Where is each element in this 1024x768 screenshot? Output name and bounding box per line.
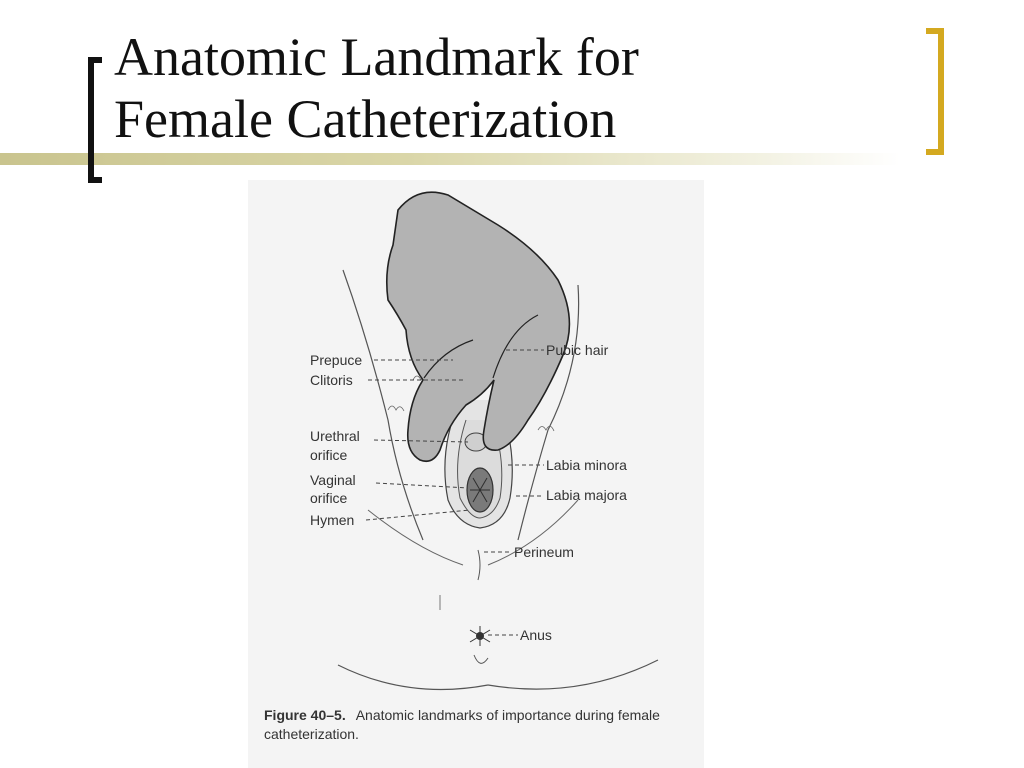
label-vaginal-2: orifice — [310, 490, 348, 506]
label-hymen: Hymen — [310, 512, 355, 528]
label-perineum: Perineum — [514, 544, 574, 560]
label-labia-minora: Labia minora — [546, 457, 627, 473]
right-bracket-decoration — [926, 28, 944, 155]
anatomy-figure — [248, 180, 704, 768]
figure-caption — [264, 706, 704, 744]
perineum-line — [478, 550, 480, 580]
label-vaginal-1: Vaginal — [310, 472, 356, 488]
label-pubic-hair: Pubic hair — [546, 342, 609, 358]
left-bracket-decoration — [88, 57, 102, 183]
anatomy-illustration — [248, 180, 704, 768]
label-labia-majora: Labia majora — [546, 487, 627, 503]
title-line-2: Female Catheterization — [114, 89, 617, 149]
label-urethral-2: orifice — [310, 447, 348, 463]
figure-caption-text: Anatomic landmarks of importance during female catheterization. — [264, 707, 660, 742]
right-buttock-contour — [488, 660, 658, 689]
label-urethral-1: Urethral — [310, 428, 360, 444]
left-buttock-contour — [338, 665, 488, 690]
slide-title — [114, 26, 874, 150]
title-underline-rule — [0, 153, 900, 165]
label-anus: Anus — [520, 627, 552, 643]
label-prepuce: Prepuce — [310, 352, 363, 368]
figure-number: Figure 40–5. — [264, 707, 346, 723]
label-clitoris: Clitoris — [310, 372, 353, 388]
title-line-1: Anatomic Landmark for — [114, 27, 639, 87]
anus-illustration — [470, 626, 490, 663]
